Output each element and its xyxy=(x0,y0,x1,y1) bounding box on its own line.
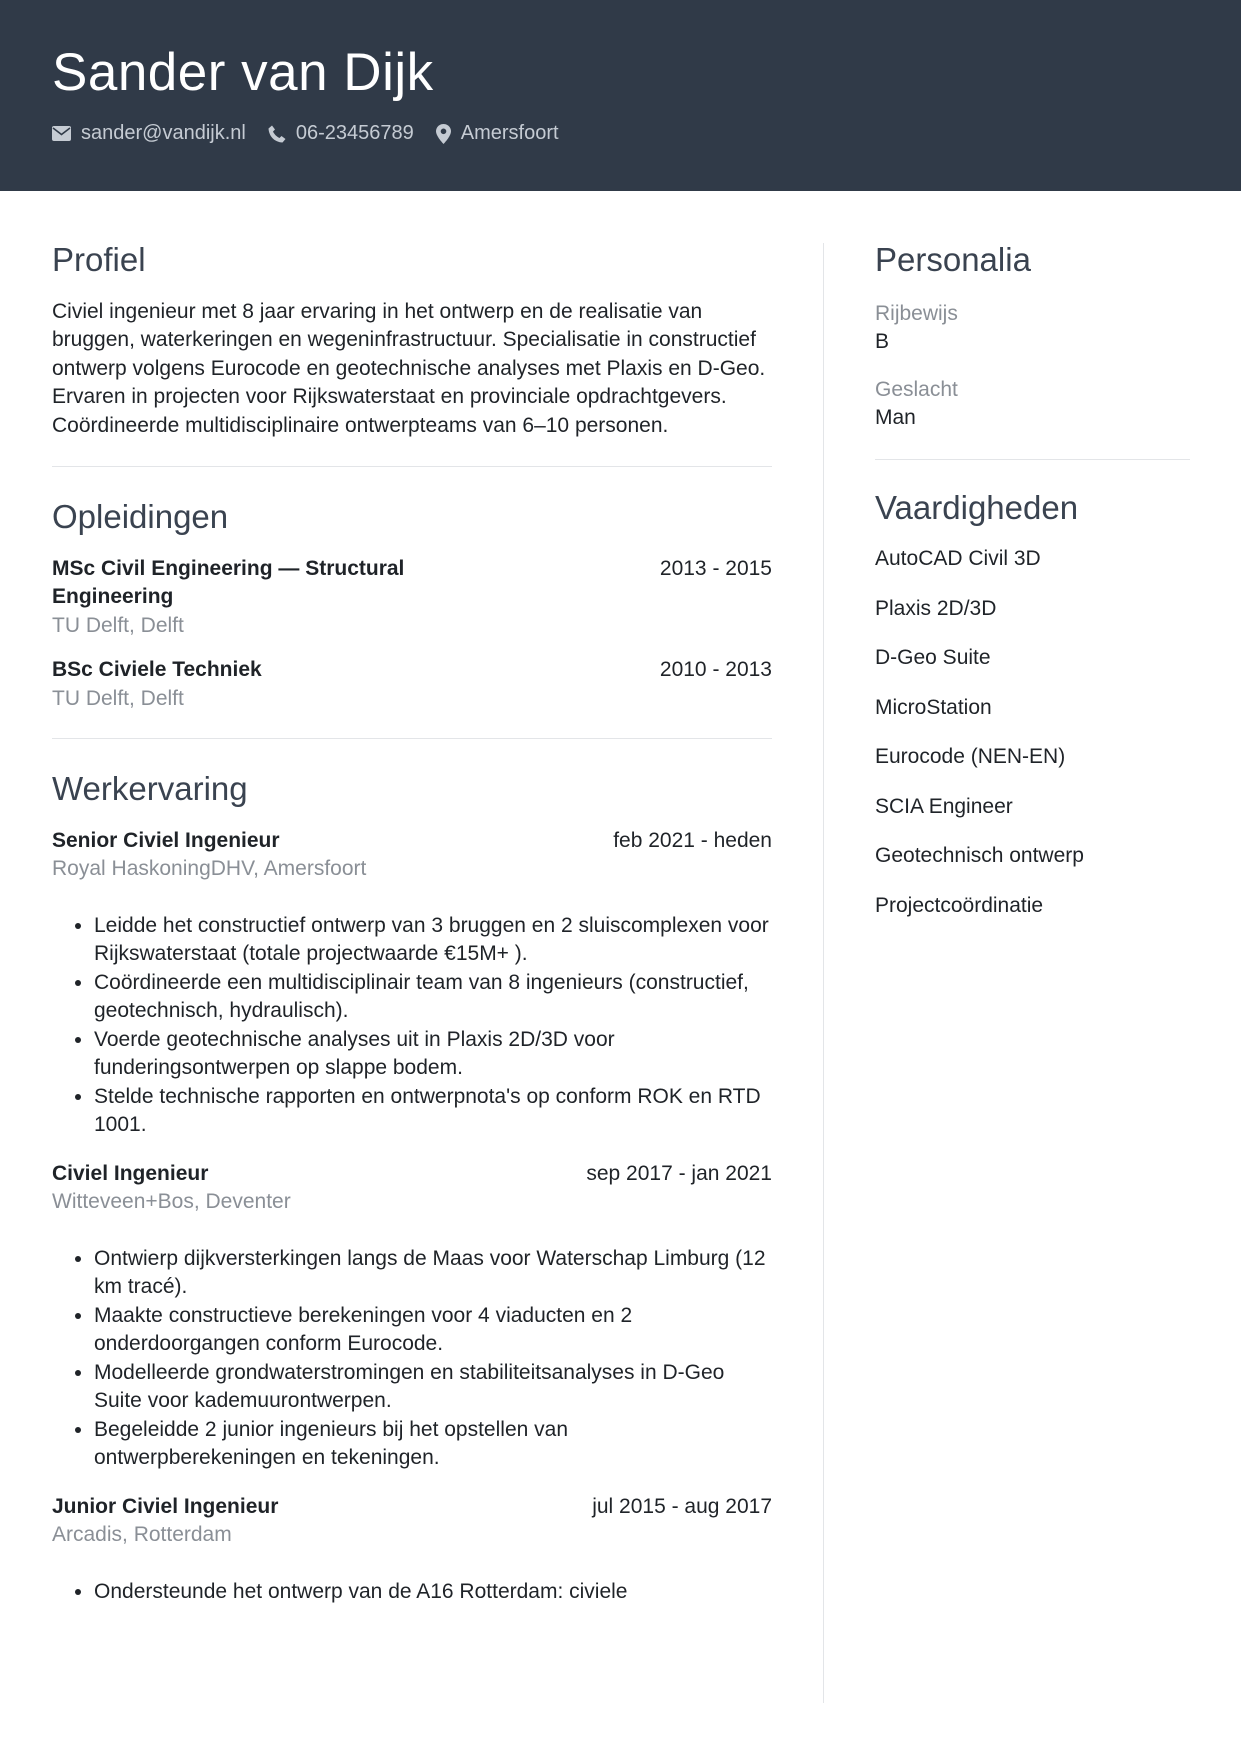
job-period: sep 2017 - jan 2021 xyxy=(586,1161,772,1185)
job-period: feb 2021 - heden xyxy=(613,828,772,852)
list-item: • Voerde geotechnische analyses uit in Plaxis 2D/3D voor funderingsontwerpen op slappe bodem. xyxy=(94,1026,772,1083)
skill-item: Geotechnisch ontwerp xyxy=(875,844,1084,868)
work-section xyxy=(52,769,772,1606)
work-entry xyxy=(52,1160,772,1473)
contact-location xyxy=(436,122,559,145)
personal-value: B xyxy=(875,329,890,353)
email-text: sander@vandijk.nl xyxy=(81,122,246,144)
personal-section xyxy=(875,240,1190,432)
education-heading: Opleidingen xyxy=(52,498,229,536)
list-item: • Leidde het constructief ontwerp van 3 bruggen en 2 sluiscomplexen voor Rijkswaterstaat (totale projectwaarde €15M+ ). xyxy=(94,912,772,969)
job-bullets xyxy=(52,912,772,1140)
header xyxy=(0,0,1241,191)
main-column xyxy=(52,240,772,1606)
skill-item: Eurocode (NEN-EN) xyxy=(875,745,1066,769)
section-divider xyxy=(875,459,1190,460)
education-entry xyxy=(52,656,772,713)
personal-item xyxy=(875,300,1190,356)
envelope-icon xyxy=(52,126,71,141)
degree-title: MSc Civil Engineering — Structural Engineering xyxy=(52,556,405,609)
job-title: Junior Civiel Ingenieur xyxy=(52,1494,279,1518)
sidebar-column xyxy=(875,240,1190,920)
skill-item: MicroStation xyxy=(875,695,992,719)
company-name: Royal HaskoningDHV, Amersfoort xyxy=(52,857,367,881)
skill-item: D-Geo Suite xyxy=(875,646,991,670)
school-name: TU Delft, Delft xyxy=(52,613,184,637)
contact-phone[interactable] xyxy=(268,122,414,145)
personal-heading: Personalia xyxy=(875,241,1031,278)
personal-label: Rijbewijs xyxy=(875,301,958,325)
list-item: • Ondersteunde het ontwerp van de A16 Rotterdam: civiele xyxy=(94,1578,772,1607)
degree-title: BSc Civiele Techniek xyxy=(52,658,262,682)
job-bullets xyxy=(52,1578,772,1607)
education-period: 2010 - 2013 xyxy=(659,658,772,682)
profile-section xyxy=(52,240,772,440)
skill-item: AutoCAD Civil 3D xyxy=(875,547,1041,571)
work-heading: Werkervaring xyxy=(52,770,248,808)
person-name: Sander van Dijk xyxy=(52,43,434,102)
list-item: • Maakte constructieve berekeningen voor 4 viaducten en 2 onderdoorgangen conform Eurocode. xyxy=(94,1302,772,1359)
job-period: jul 2015 - aug 2017 xyxy=(592,1494,772,1518)
company-name: Witteveen+Bos, Deventer xyxy=(52,1190,291,1214)
profile-text: Civiel ingenieur met 8 jaar ervaring in het ontwerp en de realisatie van bruggen, waterkeringen en wegeninfrastructuur. Specialisatie in constructief ontwerp volgens Eurocode en geotechnische analyses met Plaxis en D-Geo. Ervaren in projecten voor Rijkswaterstaat en provinciale opdrachtgevers. Coördineerde multidisciplinaire ontwerpteams van 6–10 personen. xyxy=(52,299,766,437)
list-item: • Stelde technische rapporten en ontwerpnota's op conform ROK en RTD 1001. xyxy=(94,1083,772,1140)
skill-item: Plaxis 2D/3D xyxy=(875,596,997,620)
job-title: Senior Civiel Ingenieur xyxy=(52,828,280,852)
skill-item: Projectcoördinatie xyxy=(875,893,1044,917)
job-bullets xyxy=(52,1245,772,1473)
city-text: Amersfoort xyxy=(460,122,559,144)
location-pin-icon xyxy=(436,124,451,144)
work-entry xyxy=(52,1493,772,1607)
contact-info xyxy=(52,122,581,145)
column-divider xyxy=(823,243,824,1703)
phone-text: 06-23456789 xyxy=(295,122,414,144)
skills-heading: Vaardigheden xyxy=(875,488,1079,526)
skills-section xyxy=(875,488,1190,920)
section-divider xyxy=(52,738,772,739)
list-item: • Modelleerde grondwaterstromingen en stabiliteitsanalyses in D-Geo Suite voor kademuurontwerpen. xyxy=(94,1359,772,1416)
personal-label: Geslacht xyxy=(875,377,958,401)
skill-item: SCIA Engineer xyxy=(875,794,1013,818)
job-title: Civiel Ingenieur xyxy=(52,1161,209,1185)
list-item: • Ontwierp dijkversterkingen langs de Maas voor Waterschap Limburg (12 km tracé). xyxy=(94,1245,772,1302)
contact-email[interactable] xyxy=(52,122,246,145)
work-entry xyxy=(52,827,772,1140)
company-name: Arcadis, Rotterdam xyxy=(52,1523,232,1547)
education-period: 2013 - 2015 xyxy=(659,556,772,580)
list-item: • Coördineerde een multidisciplinair team van 8 ingenieurs (constructief, geotechnisch, hydraulisch). xyxy=(94,969,772,1026)
profile-heading: Profiel xyxy=(52,241,146,278)
school-name: TU Delft, Delft xyxy=(52,686,184,710)
list-item: • Begeleidde 2 junior ingenieurs bij het opstellen van ontwerpberekeningen en tekeningen. xyxy=(94,1416,772,1473)
education-section xyxy=(52,497,772,713)
section-divider xyxy=(52,466,772,467)
personal-item xyxy=(875,376,1190,432)
skills-list xyxy=(875,545,1190,920)
phone-icon xyxy=(268,125,286,143)
education-entry xyxy=(52,555,772,641)
personal-value: Man xyxy=(875,405,916,429)
